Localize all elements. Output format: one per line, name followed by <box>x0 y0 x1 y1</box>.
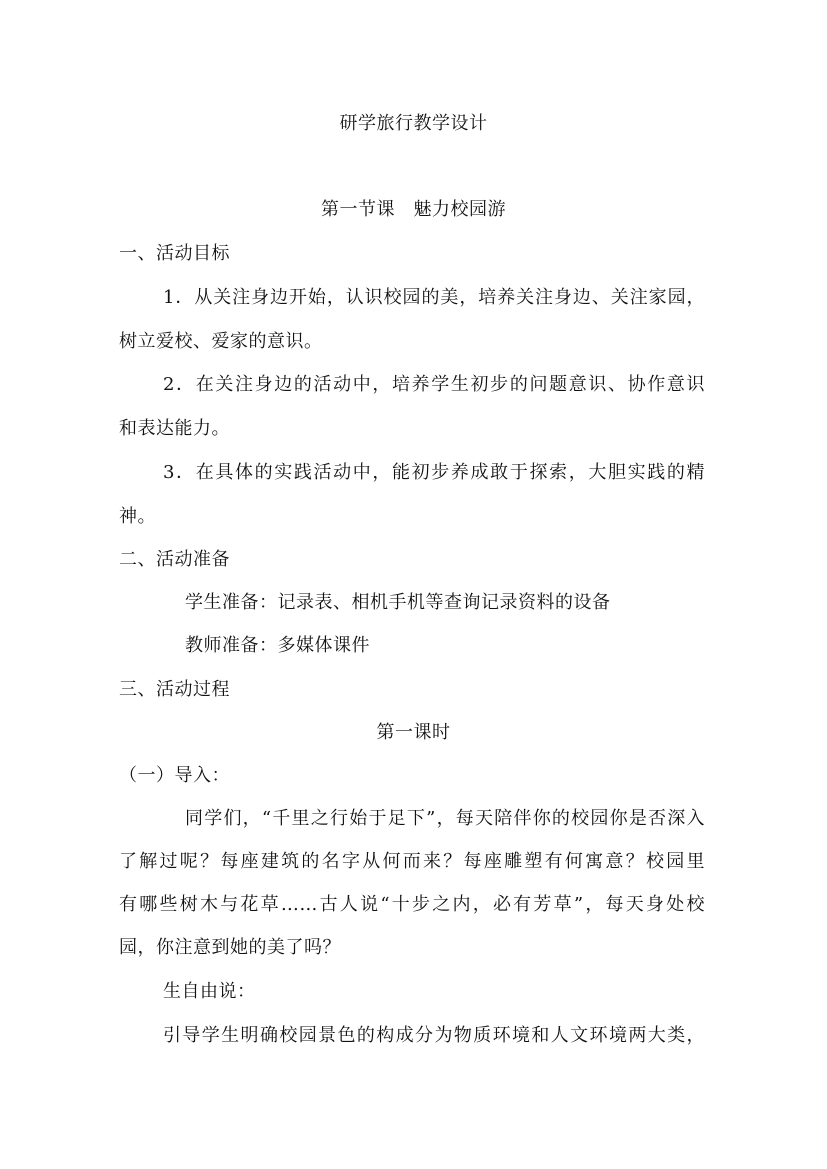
goal-item-1-line-2: 树立爱校、爱家的意识。 <box>119 331 323 352</box>
student-says: 生自由说： <box>163 981 256 1002</box>
guide-para-line-1: 引导学生明确校园景色的构成分为物质环境和人文环境两大类， <box>163 1025 705 1046</box>
goal-item-1-line-1: 1．从关注身边开始，认识校园的美，培养关注身边、关注家园， <box>163 287 705 308</box>
section-title: 第一节课 魅力校园游 <box>321 199 506 220</box>
prep-student: 学生准备：记录表、相机手机等查询记录资料的设备 <box>185 592 611 613</box>
intro-para-line-3: 有哪些树木与花草……古人说“十步之内，必有芳草”，每天身处校 <box>119 894 705 915</box>
intro-para-line-1: 同学们，“千里之行始于足下”，每天陪伴你的校园你是否深入 <box>185 808 705 829</box>
goal-item-2-line-1: 2．在关注身边的活动中，培养学生初步的问题意识、协作意识 <box>163 374 705 395</box>
lesson-title: 第一课时 <box>376 722 451 743</box>
intro-heading: （一）导入： <box>119 765 230 786</box>
goal-item-3-line-1: 3．在具体的实践活动中，能初步养成敢于探索，大胆实践的精 <box>163 462 705 483</box>
intro-para-line-4: 园，你注意到她的美了吗？ <box>119 937 341 958</box>
goal-item-2-line-2: 和表达能力。 <box>119 418 230 439</box>
goals-heading: 一、活动目标 <box>119 243 230 264</box>
prep-teacher: 教师准备：多媒体课件 <box>185 635 370 656</box>
document-title: 研学旅行教学设计 <box>339 113 488 134</box>
intro-para-line-2: 了解过呢？每座建筑的名字从何而来？每座雕塑有何寓意？校园里 <box>119 851 705 872</box>
prep-heading: 二、活动准备 <box>119 549 230 570</box>
process-heading: 三、活动过程 <box>119 679 230 700</box>
goal-item-3-line-2: 神。 <box>119 506 156 527</box>
